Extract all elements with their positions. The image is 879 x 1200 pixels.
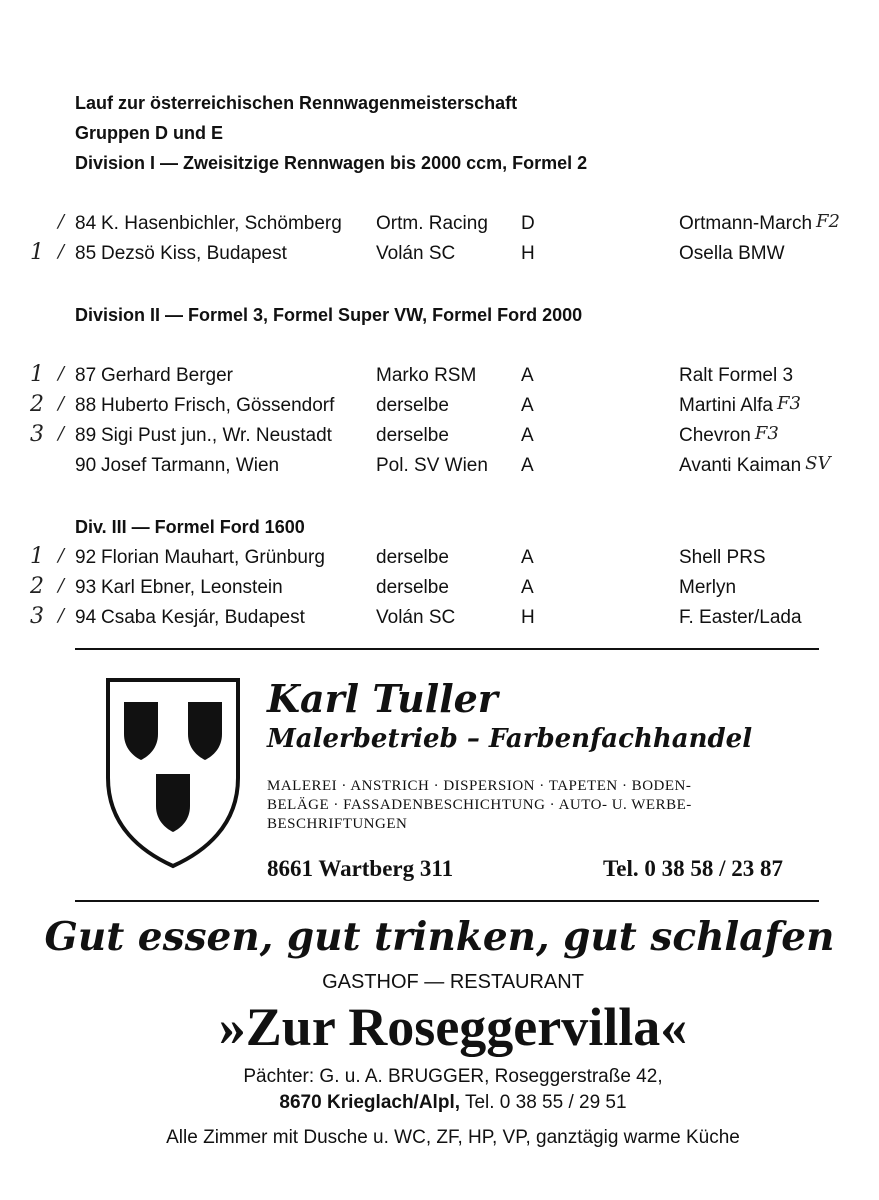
- driver-name: Josef Tarmann, Wien: [101, 455, 280, 476]
- handwritten-place-mark: 1: [30, 544, 44, 569]
- club-name: derselbe: [376, 395, 449, 416]
- villa-phone: Tel. 0 38 55 / 29 51: [464, 1092, 627, 1113]
- entry-row: [0, 544, 879, 573]
- handwritten-tick-mark: /: [58, 211, 65, 232]
- handwritten-tick-mark: /: [58, 363, 65, 384]
- heading-championship: Lauf zur österreichischen Rennwagenmeisterschaft: [75, 93, 518, 113]
- car-model: F. Easter/Lada: [679, 607, 802, 628]
- tuller-address: 8661 Wartberg 311: [267, 856, 454, 881]
- handwritten-tick-mark: /: [58, 241, 65, 262]
- divider-bottom: [75, 900, 819, 902]
- heading-groups: Gruppen D und E: [75, 123, 223, 143]
- entry-row: [0, 574, 879, 603]
- coat-of-arms-shield-icon: [104, 676, 242, 870]
- driver-name: Karl Ebner, Leonstein: [101, 577, 283, 598]
- nationality: H: [521, 607, 535, 628]
- handwritten-tick-mark: /: [58, 575, 65, 596]
- entry-row: [0, 240, 879, 269]
- handwritten-place-mark: 1: [30, 362, 44, 387]
- handwritten-place-mark: 2: [30, 574, 44, 599]
- club-name: Marko RSM: [376, 365, 477, 386]
- start-number: 89: [75, 425, 97, 446]
- handwritten-tick-mark: /: [58, 423, 65, 444]
- nationality: A: [521, 395, 534, 416]
- car-model: Osella BMW: [679, 243, 785, 264]
- villa-contact: [0, 1092, 879, 1114]
- car-model: Ortmann-March: [679, 213, 813, 234]
- nationality: A: [521, 455, 534, 476]
- car-model: Merlyn: [679, 577, 737, 598]
- car-model: Chevron: [679, 425, 751, 446]
- tuller-phone: Tel. 0 38 58 / 23 87: [603, 856, 783, 881]
- tuller-services-2: BELÄGE · FASSADENBESCHICHTUNG · AUTO- U. WERBE-: [267, 797, 692, 813]
- handwritten-place-mark: 3: [30, 422, 44, 447]
- handwritten-place-mark: 3: [30, 604, 44, 629]
- heading-division-1: Division I — Zweisitzige Rennwagen bis 2000 ccm, Formel 2: [75, 153, 588, 173]
- club-name: derselbe: [376, 547, 449, 568]
- start-number: 85: [75, 243, 97, 264]
- nationality: A: [521, 547, 534, 568]
- divider-top: [75, 648, 819, 650]
- driver-name: Huberto Frisch, Gössendorf: [101, 395, 335, 416]
- driver-name: Sigi Pust jun., Wr. Neustadt: [101, 425, 332, 446]
- nationality: A: [521, 425, 534, 446]
- nationality: A: [521, 365, 534, 386]
- driver-name: Florian Mauhart, Grünburg: [101, 547, 325, 568]
- nationality: H: [521, 243, 535, 264]
- handwritten-class-note: F3: [754, 423, 779, 444]
- nationality: A: [521, 577, 534, 598]
- handwritten-class-note: F2: [816, 211, 840, 232]
- handwritten-place-mark: 1: [30, 240, 44, 265]
- club-name: Ortm. Racing: [376, 213, 488, 234]
- entry-row: [0, 392, 879, 421]
- start-number: 94: [75, 607, 97, 628]
- handwritten-class-note: F3: [776, 393, 801, 414]
- car-model: Shell PRS: [679, 547, 766, 568]
- start-number: 88: [75, 395, 97, 416]
- tuller-subtitle: Malerbetrieb – Farbenfachhandel: [267, 724, 753, 754]
- driver-name: Dezsö Kiss, Budapest: [101, 243, 287, 264]
- entry-row: [0, 213, 879, 239]
- club-name: Pol. SV Wien: [376, 455, 488, 476]
- entry-row: [0, 604, 879, 633]
- club-name: Volán SC: [376, 243, 456, 264]
- heading-division-3: Div. III — Formel Ford 1600: [75, 517, 305, 537]
- start-number: 90: [75, 455, 97, 476]
- handwritten-class-note: SV: [805, 453, 831, 474]
- entry-row: [0, 362, 879, 391]
- tuller-services-1: MALEREI · ANSTRICH · DISPERSION · TAPETEN · BODEN-: [267, 778, 692, 794]
- tuller-services-3: BESCHRIFTUNGEN: [267, 816, 408, 832]
- villa-slogan: Gut essen, gut trinken, gut schlafen: [44, 914, 835, 960]
- start-number: 93: [75, 577, 97, 598]
- car-model: Avanti Kaiman: [679, 455, 802, 476]
- car-model: Martini Alfa: [679, 395, 773, 416]
- driver-name: Csaba Kesjár, Budapest: [101, 607, 305, 628]
- nationality: D: [521, 213, 535, 234]
- start-number: 92: [75, 547, 97, 568]
- tuller-name: Karl Tuller: [267, 676, 498, 721]
- villa-name: »Zur Roseggervilla«: [218, 997, 688, 1057]
- villa-type: GASTHOF — RESTAURANT: [322, 971, 584, 993]
- entry-row: [0, 422, 879, 451]
- handwritten-place-mark: 2: [30, 392, 44, 417]
- handwritten-tick-mark: /: [58, 605, 65, 626]
- entry-row: [0, 455, 879, 481]
- villa-owner: Pächter: G. u. A. BRUGGER, Roseggerstraße 42,: [243, 1066, 663, 1087]
- driver-name: Gerhard Berger: [101, 365, 234, 386]
- heading-division-2: Division II — Formel 3, Formel Super VW, Formel Ford 2000: [75, 305, 583, 325]
- start-number: 84: [75, 213, 97, 234]
- club-name: derselbe: [376, 577, 449, 598]
- club-name: derselbe: [376, 425, 449, 446]
- handwritten-tick-mark: /: [58, 545, 65, 566]
- car-model: Ralt Formel 3: [679, 365, 794, 386]
- start-number: 87: [75, 365, 97, 386]
- driver-name: K. Hasenbichler, Schömberg: [101, 213, 342, 234]
- villa-location: 8670 Krieglach/Alpl,: [279, 1092, 460, 1113]
- club-name: Volán SC: [376, 607, 456, 628]
- handwritten-tick-mark: /: [58, 393, 65, 414]
- villa-amenities: Alle Zimmer mit Dusche u. WC, ZF, HP, VP, ganztägig warme Küche: [166, 1127, 740, 1148]
